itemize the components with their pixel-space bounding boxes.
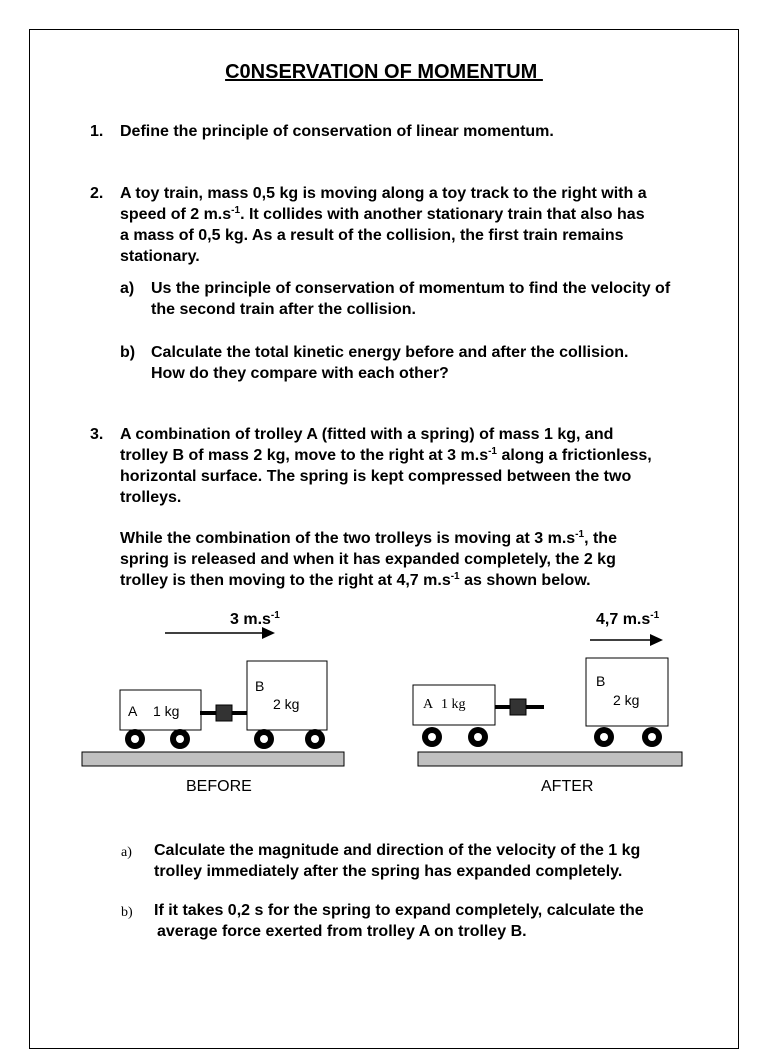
question-3-para2-line: While the combination of the two trolleys is moving at 3 $m.s^{-1}$, the	[120, 529, 617, 547]
after-velocity-arrow	[590, 634, 663, 646]
before-caption: BEFORE	[186, 778, 252, 795]
after-spring	[495, 699, 544, 715]
question-3-number: 3.	[90, 426, 104, 443]
question-3-line: trolleys.	[120, 489, 182, 506]
question-1-text: Define the principle of conservation of linear momentum.	[120, 123, 554, 140]
question-3-para2-line: trolley is then moving to the right at 4,7 $m.s^{-1}$ as shown below.	[120, 571, 591, 589]
after-trolley-b-mass: 2 kg	[613, 692, 640, 708]
question-2-number: 2.	[90, 185, 104, 202]
after-wheels	[422, 727, 662, 747]
question-3-line: trolley B of mass 2 kg, move to the right at 3 $m.s^{-1}$ along a frictionless,	[120, 446, 652, 464]
question-3b-label: b)	[121, 905, 133, 920]
before-trolley-a-letter: A	[128, 703, 138, 719]
question-2b-label: b)	[120, 344, 136, 361]
question-2b-line: Calculate the total kinetic energy before and after the collision.	[151, 344, 629, 361]
after-track	[418, 752, 682, 766]
question-2-line: a mass of 0,5 kg. As a result of the collision, the first train remains	[120, 227, 624, 244]
question-2b-line: How do they compare with each other?	[151, 365, 449, 382]
after-trolley-a-mass: 1 kg	[441, 697, 466, 712]
question-3-line: horizontal surface. The spring is kept compressed between the two	[120, 468, 632, 485]
question-1-number: 1.	[90, 123, 104, 140]
question-3-para2-line: spring is released and when it has expanded completely, the 2 kg	[120, 551, 616, 568]
question-2-line: stationary.	[120, 248, 200, 265]
before-trolley-b-letter: B	[255, 678, 265, 694]
question-2-line: A toy train, mass 0,5 kg is moving along a toy track to the right with a	[120, 185, 647, 202]
page-title: C0NSERVATION OF MOMENTUM	[225, 61, 543, 83]
before-trolley-a-mass: 1 kg	[153, 703, 180, 719]
after-trolley-a-letter: A	[423, 697, 434, 712]
question-3b-line: If it takes 0,2 s for the spring to expand completely, calculate the	[154, 902, 644, 919]
question-3a-line: trolley immediately after the spring has expanded completely.	[154, 863, 623, 880]
question-2a-line: Us the principle of conservation of momentum to find the velocity of	[151, 280, 671, 297]
before-trolley-b-mass: 2 kg	[273, 696, 300, 712]
question-2-line: speed of 2 $m.s^{-1}$. It collides with another stationary train that also has	[120, 205, 645, 223]
after-caption: AFTER	[541, 778, 594, 795]
question-2a-label: a)	[120, 280, 135, 297]
after-speed-label: 4,7 $m.s^{-1}$	[596, 610, 660, 628]
before-speed-label: 3 $m.s^{-1}$	[230, 610, 280, 628]
question-3a-label: a)	[121, 845, 132, 860]
question-2a-line: the second train after the collision.	[151, 301, 416, 318]
after-trolley-b-letter: B	[596, 673, 606, 689]
question-3-line: A combination of trolley A (fitted with a spring) of mass 1 kg, and	[120, 426, 614, 443]
question-3a-line: Calculate the magnitude and direction of the velocity of the 1 kg	[154, 842, 641, 859]
question-3b-line: average force exerted from trolley A on trolley B.	[157, 923, 527, 940]
